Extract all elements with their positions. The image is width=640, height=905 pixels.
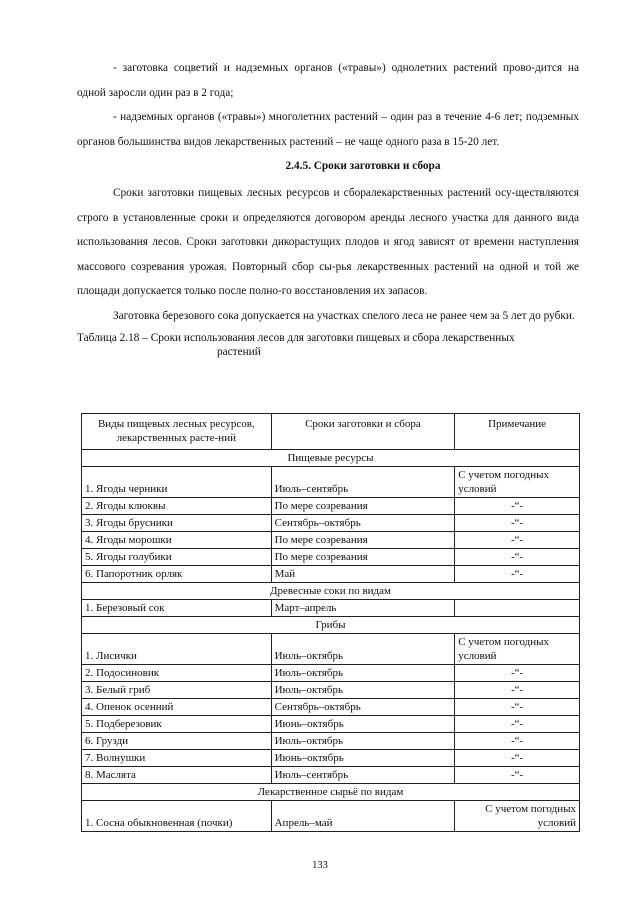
cell-note: -“- (455, 498, 580, 515)
table-section-title: Пищевые ресурсы (82, 450, 580, 467)
cell-note: -“- (455, 549, 580, 566)
cell-resource-name: 1. Березовый сок (82, 600, 272, 617)
table-section-title: Древесные соки по видам (82, 583, 580, 600)
table-section-row (82, 784, 580, 801)
cell-note: -“- (455, 566, 580, 583)
table-row (82, 467, 580, 498)
cell-harvest-period: Сентябрь–октябрь (271, 515, 455, 532)
table-body (82, 450, 580, 832)
table-row (82, 634, 580, 665)
cell-resource-name: 4. Ягоды морошки (82, 532, 272, 549)
cell-resource-name: 2. Ягоды клюквы (82, 498, 272, 515)
cell-note: -“- (455, 716, 580, 733)
header-note: Примечание (455, 414, 580, 450)
cell-harvest-period: Июнь–октябрь (271, 716, 455, 733)
cell-harvest-period: Март–апрель (271, 600, 455, 617)
cell-resource-name: 3. Ягоды брусники (82, 515, 272, 532)
table-row (82, 801, 580, 832)
table-row (82, 682, 580, 699)
cell-harvest-period: Апрель–май (271, 801, 455, 832)
cell-harvest-period: Май (271, 566, 455, 583)
table-section-title: Лекарственное сырьё по видам (82, 784, 580, 801)
cell-note: -“- (455, 682, 580, 699)
table-row (82, 716, 580, 733)
cell-harvest-period: По мере созревания (271, 549, 455, 566)
cell-note: С учетом погодных условий (455, 467, 580, 498)
cell-note: -“- (455, 515, 580, 532)
cell-resource-name: 3. Белый гриб (82, 682, 272, 699)
cell-note: -“- (455, 750, 580, 767)
table-row (82, 566, 580, 583)
cell-resource-name: 1. Ягоды черники (82, 467, 272, 498)
paragraph-harvest-terms: Сроки заготовки пищевых лесных ресурсов и сборалекарственных растений осу-ществляются строго в установленные сроки и определяются договором аренды лесного участка для данного вида использования лесов. Сроки заготовки дикорастущих плодов и ягод зависят от времени наступления массового созревания урожая. Повторный сбор сы-рья лекарственных растений на одной и той же площади допускается только после полно-го восстановления их запасов. (77, 187, 579, 297)
cell-note: -“- (455, 733, 580, 750)
cell-harvest-period: Июль–октябрь (271, 682, 455, 699)
cell-resource-name: 4. Опенок осенний (82, 699, 272, 716)
page-number: 133 (312, 860, 328, 871)
table-row (82, 767, 580, 784)
page-content (77, 56, 579, 359)
cell-note: С учетом погодных условий (455, 634, 580, 665)
cell-note: -“- (455, 532, 580, 549)
cell-note: -“- (455, 767, 580, 784)
cell-note: С учетом погодных условий (455, 801, 580, 832)
table-section-row (82, 583, 580, 600)
cell-resource-name: 6. Грузди (82, 733, 272, 750)
table-row (82, 532, 580, 549)
table-row (82, 515, 580, 532)
table-row (82, 549, 580, 566)
table-row (82, 498, 580, 515)
table-row (82, 733, 580, 750)
cell-resource-name: 2. Подосиновик (82, 665, 272, 682)
cell-harvest-period: Июль–сентябрь (271, 467, 455, 498)
cell-resource-name: 7. Волнушки (82, 750, 272, 767)
cell-harvest-period: Июль–октябрь (271, 634, 455, 665)
cell-harvest-period: Июль–октябрь (271, 733, 455, 750)
table-caption-line2: растений (217, 346, 261, 358)
header-resource-type: Виды пищевых лесных ресурсов, лекарственных расте-ний (82, 414, 272, 450)
cell-harvest-period: По мере созревания (271, 498, 455, 515)
cell-note: -“- (455, 699, 580, 716)
table-section-title: Грибы (82, 617, 580, 634)
cell-harvest-period: Июль–октябрь (271, 665, 455, 682)
harvest-terms-table (81, 413, 580, 832)
cell-resource-name: 6. Папоротник орляк (82, 566, 272, 583)
table-caption-line1: Таблица 2.18 – Сроки использования лесов для заготовки пищевых и сбора лекарственных (77, 332, 515, 344)
paragraph-annuals: - заготовка соцветий и надземных органов («травы») однолетних растений прово-дится на одной заросли один раз в 2 года; (77, 62, 579, 99)
cell-resource-name: 8. Маслята (82, 767, 272, 784)
paragraph-birch-sap: Заготовка березового сока допускается на участках спелого леса не ранее чем за 5 лет до рубки. (113, 309, 575, 322)
cell-harvest-period: Сентябрь–октябрь (271, 699, 455, 716)
cell-resource-name: 5. Ягоды голубики (82, 549, 272, 566)
table-section-row (82, 617, 580, 634)
cell-harvest-period: По мере созревания (271, 532, 455, 549)
table-row (82, 665, 580, 682)
table-row (82, 750, 580, 767)
table-row (82, 699, 580, 716)
paragraph-perennials: - надземных органов («травы») многолетних растений – один раз в течение 4-6 лет; подземных органов большинства видов лекарственных растений – не чаще одного раза в 15-20 лет. (77, 111, 579, 148)
cell-resource-name: 1. Лисички (82, 634, 272, 665)
cell-note (455, 600, 580, 617)
cell-harvest-period: Июль–сентябрь (271, 767, 455, 784)
cell-note: -“- (455, 665, 580, 682)
cell-resource-name: 1. Сосна обыкновенная (почки) (82, 801, 272, 832)
section-heading: 2.4.5. Сроки заготовки и сбора (285, 160, 441, 172)
cell-resource-name: 5. Подберезовик (82, 716, 272, 733)
table-row (82, 600, 580, 617)
table-section-row (82, 450, 580, 467)
header-harvest-period: Сроки заготовки и сбора (271, 414, 455, 450)
table-header-row (82, 414, 580, 450)
cell-harvest-period: Июнь–октябрь (271, 750, 455, 767)
table-caption (77, 331, 579, 359)
